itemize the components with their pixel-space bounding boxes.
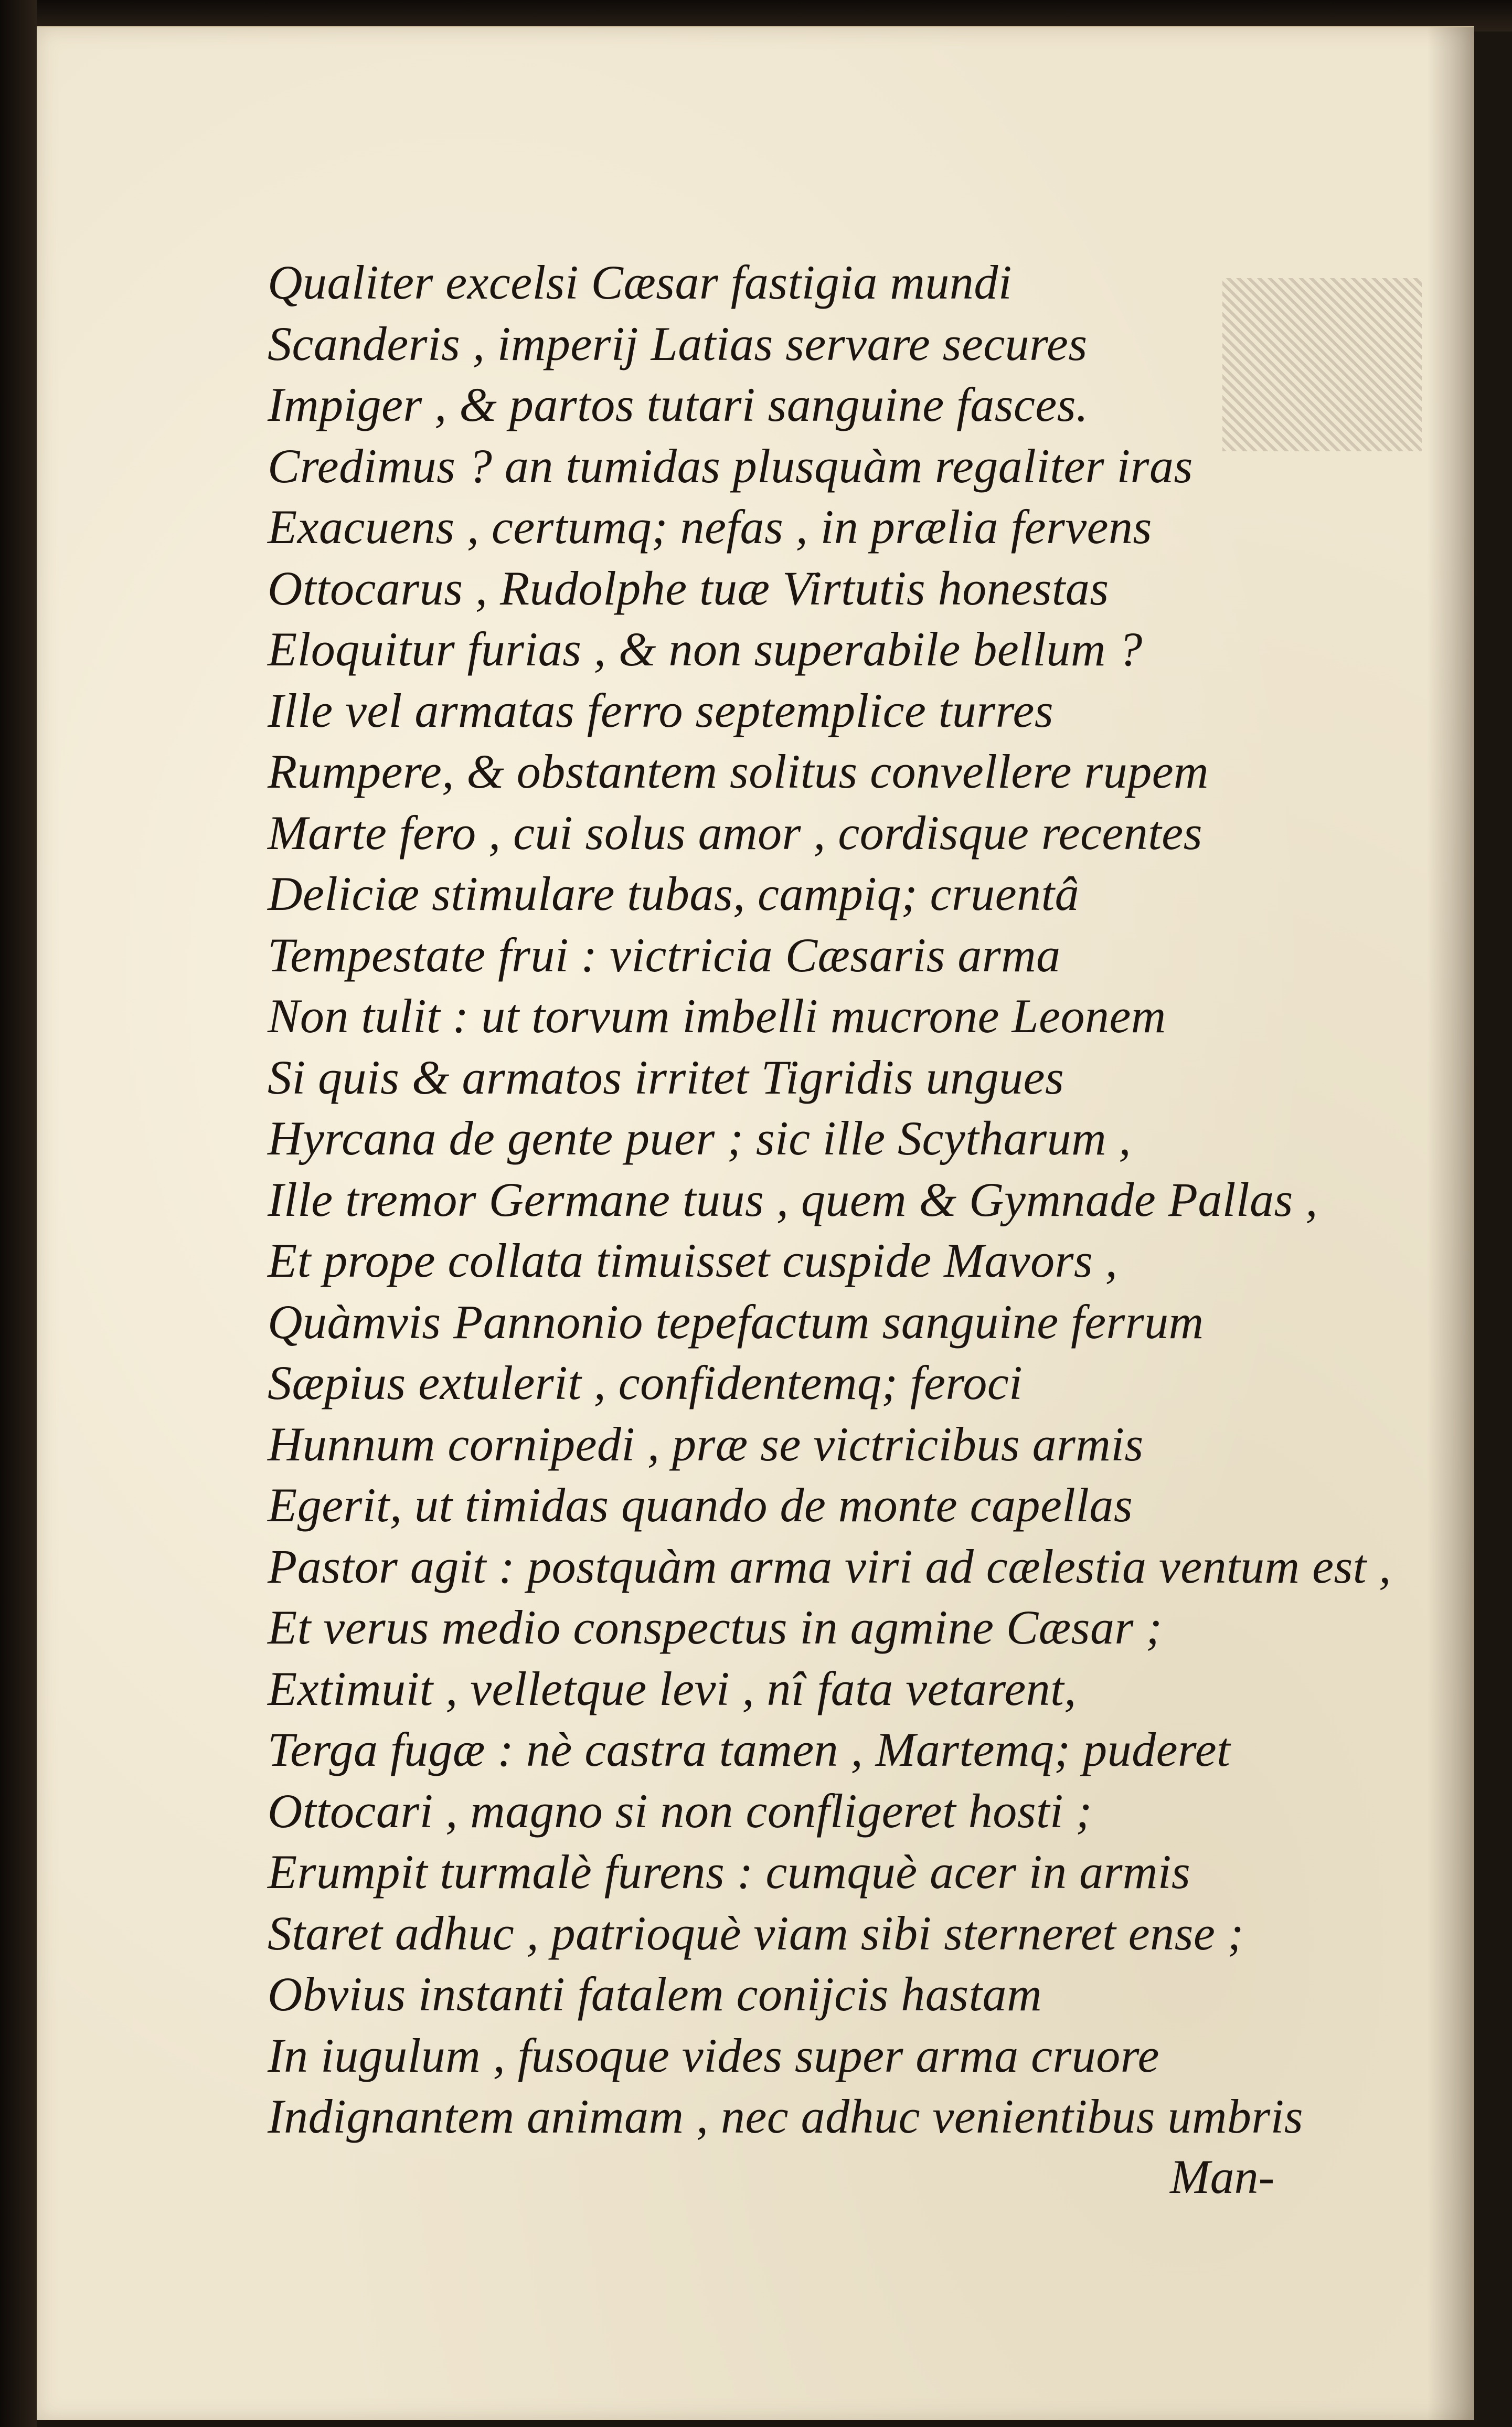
- verse-line: Staret adhuc , patrioquè viam sibi sterneret ense ;: [268, 1906, 1244, 1960]
- verse-line: Pastor agit : postquàm arma viri ad cælestia ventum est ,: [268, 1539, 1391, 1593]
- verse-line: Qualiter excelsi Cæsar fastigia mundi: [268, 256, 1012, 309]
- scan-background-left: [0, 0, 37, 2427]
- verse-line: Indignantem animam , nec adhuc venientibus umbris: [268, 2090, 1304, 2143]
- verse-line: Si quis & armatos irritet Tigridis ungues: [268, 1050, 1064, 1104]
- verse-line: Quàmvis Pannonio tepefactum sanguine ferrum: [268, 1295, 1204, 1349]
- verse-line: Credimus ? an tumidas plusquàm regaliter iras: [268, 439, 1193, 493]
- verse-line: Non tulit : ut torvum imbelli mucrone Leonem: [268, 989, 1166, 1043]
- verse-line: Hyrcana de gente puer ; sic ille Scytharum ,: [268, 1111, 1132, 1165]
- verse-line: Et verus medio conspectus in agmine Cæsar ;: [268, 1601, 1163, 1654]
- page-gutter-shadow: [1427, 27, 1474, 2420]
- verse-line: Obvius instanti fatalem conijcis hastam: [268, 1967, 1042, 2021]
- verse-line: Extimuit , velletque levi , nî fata vetarent,: [268, 1661, 1077, 1715]
- verse-line: Ottocarus , Rudolphe tuæ Virtutis honestas: [268, 561, 1109, 615]
- verse-line: Exacuens , certumq; nefas , in prælia fervens: [268, 500, 1152, 554]
- verse-line: Eloquitur furias , & non superabile bellum ?: [268, 622, 1143, 676]
- verse-text: [268, 252, 1401, 2147]
- verse-line: Tempestate frui : victricia Cæsaris arma: [268, 928, 1061, 982]
- verse-line: Egerit, ut timidas quando de monte capellas: [268, 1478, 1133, 1532]
- catchword: Man-: [1170, 2150, 1275, 2203]
- verse-line: Ille tremor Germane tuus , quem & Gymnade Pallas ,: [268, 1172, 1318, 1226]
- verse-line: Sæpius extulerit , confidentemq; feroci: [268, 1356, 1023, 1409]
- verse-line: Scanderis , imperij Latias servare secures: [268, 316, 1088, 370]
- verse-line: Impiger , & partos tutari sanguine fasces.: [268, 378, 1089, 431]
- verse-line: Terga fugæ : nè castra tamen , Martemq; puderet: [268, 1723, 1231, 1776]
- verse-line: Marte fero , cui solus amor , cordisque recentes: [268, 806, 1202, 860]
- verse-line: Et prope collata timuisset cuspide Mavors ,: [268, 1234, 1118, 1287]
- verse-line: Rumpere, & obstantem solitus convellere rupem: [268, 745, 1209, 798]
- verse-line: In iugulum , fusoque vides super arma cruore: [268, 2028, 1159, 2082]
- verse-line: Ottocari , magno si non confligeret hosti ;: [268, 1784, 1092, 1838]
- verse-line: Deliciæ stimulare tubas, campiq; cruentâ: [268, 867, 1080, 920]
- verse-line: Hunnum cornipedi , præ se victricibus armis: [268, 1417, 1144, 1471]
- verse-line: Erumpit turmalè furens : cumquè acer in armis: [268, 1845, 1191, 1899]
- verse-line: Ille vel armatas ferro septemplice turres: [268, 683, 1054, 737]
